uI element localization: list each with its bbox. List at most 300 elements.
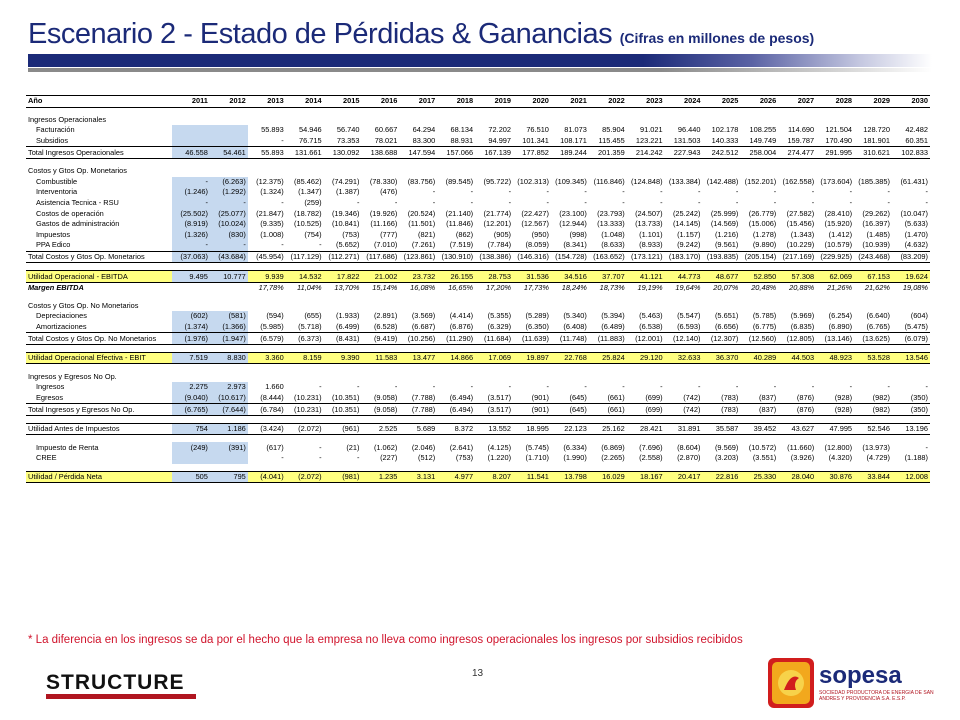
value-cell: 13.196 [892,423,930,435]
value-cell: (5.969) [790,311,815,321]
value-cell: (645) [551,404,589,416]
value-cell: (9.335) [260,219,284,229]
table-row [26,333,930,345]
table-row [26,471,930,483]
value-cell: (19.346) [331,208,360,218]
value-cell: (6.254) [828,311,853,321]
value-cell: (2.870) [677,453,701,463]
value-cell: - [210,240,248,251]
value-cell: (26.779) [748,208,777,218]
value-cell: 20.417 [665,471,703,483]
value-cell: 16.029 [589,471,627,483]
value-cell: 754 [172,423,210,435]
value-cell: (1.470) [904,229,928,239]
value-cell: 11.541 [513,471,551,483]
value-cell: - [394,382,398,392]
value-cell: 17.822 [324,271,362,283]
year-header-2026: 2026 [740,96,778,108]
value-cell: (1.062) [373,442,398,452]
section-label: Costos y Gtos Op. Monetarios [28,166,127,176]
value-cell: 28.040 [778,471,816,483]
table-row [26,187,930,198]
value-cell: - [849,382,853,392]
value-cell: 8.830 [210,352,248,364]
value-cell: (8.059) [525,240,549,250]
value-cell: (6.579) [248,333,286,345]
table-row [26,219,930,230]
value-cell: (742) [683,392,701,402]
table-row [26,136,930,147]
value-cell: 32.633 [665,352,703,364]
row-label: Asistencia Tecnica - RSU [36,198,119,208]
value-cell: 20,07% [713,283,739,293]
value-cell: 35.587 [702,423,740,435]
value-cell: 258.004 [740,147,778,159]
spacer-row [26,294,930,301]
value-cell: 25.330 [740,471,778,483]
value-cell: (8.444) [260,392,284,402]
value-cell: 18.167 [627,471,665,483]
value-cell: (1.947) [210,333,248,345]
value-cell: - [319,453,322,463]
value-cell: 64.294 [412,125,436,135]
value-cell: - [849,198,853,208]
value-cell: 34.516 [551,271,589,283]
value-cell: (10.024) [210,219,248,230]
value-cell: 138.688 [361,147,399,159]
value-cell: (604) [910,311,928,321]
row-label: Gastos de administración [36,219,120,229]
value-cell: 13.546 [892,352,930,364]
value-cell: (3.203) [714,453,739,463]
table-row [26,166,930,177]
value-cell: - [622,382,625,392]
table-row [26,251,930,263]
value-cell: 76.510 [526,125,549,135]
value-cell: 10.777 [210,271,248,283]
value-cell: (581) [210,311,248,322]
value-cell: 26.155 [437,271,475,283]
value-cell: (5.463) [639,311,663,321]
value-cell: - [546,198,549,208]
value-cell: (133.384) [668,176,701,186]
value-cell: - [357,453,360,463]
value-cell: 29.120 [627,352,665,364]
value-cell: (11.639) [513,333,551,345]
value-cell: - [546,187,549,197]
value-cell: 31.536 [513,271,551,283]
value-cell: (7.010) [373,240,398,250]
value-cell: (3.424) [248,423,286,435]
spacer-row [26,158,930,166]
value-cell: (901) [513,404,551,416]
value-cell: 19,19% [637,283,663,293]
value-cell: (6.890) [828,321,853,331]
value-cell: (11.166) [370,219,398,229]
sopesa-emblem-icon [766,656,816,710]
table-row [26,240,930,251]
table-row [26,282,930,293]
value-cell: 2.275 [172,382,210,393]
value-cell: (1.157) [677,229,701,239]
year-header-2015: 2015 [324,96,362,108]
value-cell: (982) [872,392,890,402]
year-header-2018: 2018 [437,96,475,108]
value-cell: (7.519) [449,240,474,250]
value-cell: (7.644) [210,404,248,416]
value-cell: - [172,240,210,251]
value-cell: 94.997 [488,136,512,146]
value-cell: 48.923 [816,352,854,364]
row-label: Subsidios [36,136,69,146]
year-header-2030: 2030 [892,96,930,108]
value-cell: 3.360 [248,352,286,364]
value-cell: (6.079) [892,333,930,345]
value-cell: - [773,382,777,392]
value-cell: 3.131 [399,471,437,483]
value-cell: (8.604) [677,442,701,452]
spacer-cell [26,435,930,443]
value-cell: - [432,198,436,208]
value-cell: (249) [172,442,210,453]
section-label: Ingresos y Egresos No Op. [28,371,117,381]
row-label: PPA Edico [36,240,71,250]
spacer-row [26,435,930,443]
value-cell: 1.660 [265,382,284,392]
value-cell: - [735,382,739,392]
value-cell: - [470,198,474,208]
value-cell: - [698,187,701,197]
value-cell: 76.715 [298,136,322,146]
value-cell: 53.528 [854,352,892,364]
row-label: Interventoria [36,187,78,197]
spacer-row [26,464,930,472]
value-cell: (6.835) [790,321,815,331]
table-row [26,393,930,404]
value-cell: 31.891 [665,423,703,435]
sopesa-logo-text: sopesa [819,662,902,689]
value-cell: (645) [569,392,587,402]
row-label: Utilidad Operacional Efectiva - EBIT [26,352,172,364]
value-cell: - [508,382,512,392]
value-cell: (655) [304,311,322,321]
value-cell: (512) [417,453,436,463]
value-cell: (6.538) [639,321,663,331]
value-cell: (11.684) [475,333,513,345]
value-cell: 159.787 [787,136,815,146]
value-cell: (1.933) [336,311,360,321]
value-cell: 60.351 [905,136,928,146]
value-cell: (4.041) [248,471,286,483]
value-cell: (783) [702,404,740,416]
value-cell: (11.748) [551,333,589,345]
value-cell: (10.256) [399,333,437,345]
value-cell: (15.006) [748,219,777,229]
table-row [26,322,930,333]
value-cell: 55.893 [248,147,286,159]
value-cell: - [773,187,777,197]
value-cell: 25.162 [589,423,627,435]
value-cell: (13.625) [854,333,892,345]
row-label: Margen EBITDA [28,283,84,293]
value-cell: (5.355) [487,311,512,321]
table-row [26,404,930,416]
value-cell: (10.572) [748,442,777,452]
value-cell: 9.939 [248,271,286,283]
value-cell: 68.134 [450,125,474,135]
table-header-row [26,96,930,108]
value-cell: 54.461 [210,147,248,159]
value-cell: (243.468) [854,251,892,263]
value-cell: (24.507) [635,208,663,218]
title-underline-bar [28,54,932,67]
spacer-row [26,364,930,372]
structure-logo-text: STRUCTURE [46,671,185,694]
value-cell: 28.753 [475,271,513,283]
value-cell: (8.633) [601,240,625,250]
value-cell: - [508,198,512,208]
value-cell: 167.139 [475,147,513,159]
value-cell: (193.835) [702,251,740,263]
value-cell: (9.242) [677,240,701,250]
value-cell: (1.485) [866,229,890,239]
value-cell: 54.946 [298,125,322,135]
value-cell: 36.370 [702,352,740,364]
value-cell: (476) [380,187,398,197]
value-cell: (43.684) [210,251,248,263]
value-cell: 83.300 [412,136,436,146]
year-header-2022: 2022 [589,96,627,108]
value-cell: 18,24% [561,283,587,293]
spacer-cell [26,464,930,472]
value-cell: (6.765) [172,404,210,416]
value-cell: (16.397) [862,219,890,229]
value-cell: (753) [455,453,474,463]
value-cell: (11.883) [589,333,627,345]
value-cell: - [925,198,928,208]
value-cell: (25.502) [172,208,210,219]
value-cell: (5.394) [601,311,625,321]
value-cell: (18.782) [294,208,322,218]
row-label: Total Costos y Gtos Op. No Monetarios [26,333,172,345]
value-cell: (6.499) [336,321,360,331]
value-cell: (10.229) [786,240,815,250]
value-cell: - [281,453,284,463]
value-cell: - [319,240,322,250]
value-cell: - [281,198,284,208]
value-cell: 227.943 [665,147,703,159]
value-cell: (12.805) [778,333,816,345]
value-cell: 22.768 [551,352,589,364]
value-cell: (11.501) [408,219,436,229]
value-cell: 102.178 [711,125,739,135]
value-cell: (142.488) [706,176,739,186]
value-cell: (21.774) [483,208,512,218]
year-header-2020: 2020 [513,96,551,108]
value-cell: (876) [778,404,816,416]
value-cell: (1.220) [487,453,512,463]
value-cell: (7.784) [487,240,512,250]
value-cell: 40.289 [740,352,778,364]
value-cell: (9.419) [361,333,399,345]
value-cell: 242.512 [702,147,740,159]
year-header-2017: 2017 [399,96,437,108]
value-cell: 13.477 [399,352,437,364]
table-row [26,198,930,209]
value-cell: - [281,136,284,146]
value-cell: 18,73% [599,283,625,293]
spacer-cell [26,263,930,271]
value-cell: 39.452 [740,423,778,435]
value-cell: (10.231) [286,404,324,416]
spacer-row [26,344,930,352]
value-cell: (6.494) [449,392,474,402]
value-cell: - [394,198,398,208]
page-number: 13 [472,668,484,679]
value-cell: (6.528) [373,321,398,331]
value-cell: - [660,187,663,197]
value-cell: (5.652) [336,240,360,250]
value-cell: 48.677 [702,271,740,283]
value-cell: 44.503 [778,352,816,364]
value-cell: (1.990) [563,453,587,463]
value-cell: 4.977 [437,471,475,483]
value-cell: 52.546 [854,423,892,435]
value-cell: 310.621 [854,147,892,159]
value-cell [210,282,248,293]
value-cell: (961) [324,423,362,435]
value-cell: (229.925) [816,251,854,263]
value-cell: (1.374) [172,322,210,333]
year-label: Año [26,96,172,108]
value-cell: - [735,198,739,208]
value-cell: (350) [910,392,928,402]
value-cell: (138.386) [475,251,513,263]
value-cell: (862) [455,229,474,239]
value-cell: 16,65% [448,283,474,293]
year-header-2019: 2019 [475,96,513,108]
value-cell: (25.077) [210,208,248,219]
sopesa-tagline: SOCIEDAD PRODUCTORA DE ENERGIA DE SAN ANDRES Y PROVIDENCIA S.A. E.S.P. [819,690,934,702]
value-cell: (6.329) [487,321,512,331]
value-cell: (950) [531,229,549,239]
value-cell: 101.341 [522,136,549,146]
value-cell: (10.525) [294,219,322,229]
spacer-cell [26,294,930,301]
value-cell: 128.720 [863,125,890,135]
page-title [28,18,814,51]
row-label: Total Ingresos y Egresos No Op. [26,404,172,416]
value-cell: (152.201) [744,176,777,186]
value-cell: 14.532 [286,271,324,283]
value-cell: (13.973) [862,442,890,452]
value-cell: (9.058) [373,392,398,402]
value-cell: - [319,442,322,452]
value-cell: 13,70% [334,283,360,293]
value-cell: 85.904 [602,125,625,135]
year-header-2013: 2013 [248,96,286,108]
value-cell: (10.351) [324,404,362,416]
value-cell: (102.313) [517,176,549,186]
value-cell: - [470,382,474,392]
value-cell: 131.503 [673,136,701,146]
value-cell: - [925,382,928,392]
value-cell: 96.440 [677,125,701,135]
value-cell: (3.569) [411,311,436,321]
value-cell: (112.271) [324,251,362,263]
value-cell: (6.494) [437,404,475,416]
table-row [26,208,930,219]
row-label: Utilidad Antes de Impuestos [26,423,172,435]
value-cell: (2.072) [286,471,324,483]
value-cell: (146.316) [513,251,551,263]
value-cell: (12.307) [702,333,740,345]
value-cell: (8.431) [324,333,362,345]
value-cell: (5.547) [677,311,701,321]
value-cell: 130.092 [324,147,362,159]
value-cell: 8.159 [286,352,324,364]
table-row [26,453,930,464]
value-cell: 17,73% [523,283,549,293]
value-cell: (22.427) [521,208,549,218]
value-cell: (602) [172,311,210,322]
value-cell: (699) [627,404,665,416]
value-cell: 12.008 [892,471,930,483]
value-cell: - [698,382,701,392]
value-cell: 2.525 [361,423,399,435]
value-cell: (9.890) [752,240,777,250]
year-header-2014: 2014 [286,96,324,108]
value-cell: - [432,382,436,392]
value-cell: (3.517) [487,392,512,402]
value-cell: - [357,382,360,392]
value-cell: (13.733) [635,219,663,229]
value-cell: (981) [324,471,362,483]
value-cell: (83.756) [407,176,436,186]
table-row [26,423,930,435]
value-cell: 170.490 [825,136,853,146]
value-cell: 78.021 [374,136,398,146]
value-cell: (7.788) [411,392,436,402]
value-cell: 21,62% [864,283,890,293]
year-header-2028: 2028 [816,96,854,108]
spacer-cell [26,107,930,115]
value-cell: 1.235 [361,471,399,483]
value-cell: (594) [266,311,284,321]
value-cell: 5.689 [399,423,437,435]
value-cell: 41.121 [627,271,665,283]
value-cell: (15.456) [786,219,815,229]
value-cell: 88.931 [450,136,474,146]
value-cell: 73.353 [336,136,360,146]
value-cell: (1.347) [298,187,322,197]
table-row [26,271,930,283]
value-cell: 52.850 [740,271,778,283]
value-cell: (1.101) [639,229,663,239]
value-cell: (116.846) [593,176,625,186]
value-cell: (1.976) [172,333,210,345]
value-cell: (109.345) [555,176,587,186]
value-cell: 201.359 [589,147,627,159]
table-row [26,125,930,136]
value-cell: (10.351) [331,392,360,402]
value-cell: 11,04% [297,283,322,293]
value-cell: 17.069 [475,352,513,364]
value-cell: - [925,442,928,452]
value-cell: (1.343) [790,229,815,239]
value-cell: 43.627 [778,423,816,435]
value-cell: (12.944) [559,219,587,229]
